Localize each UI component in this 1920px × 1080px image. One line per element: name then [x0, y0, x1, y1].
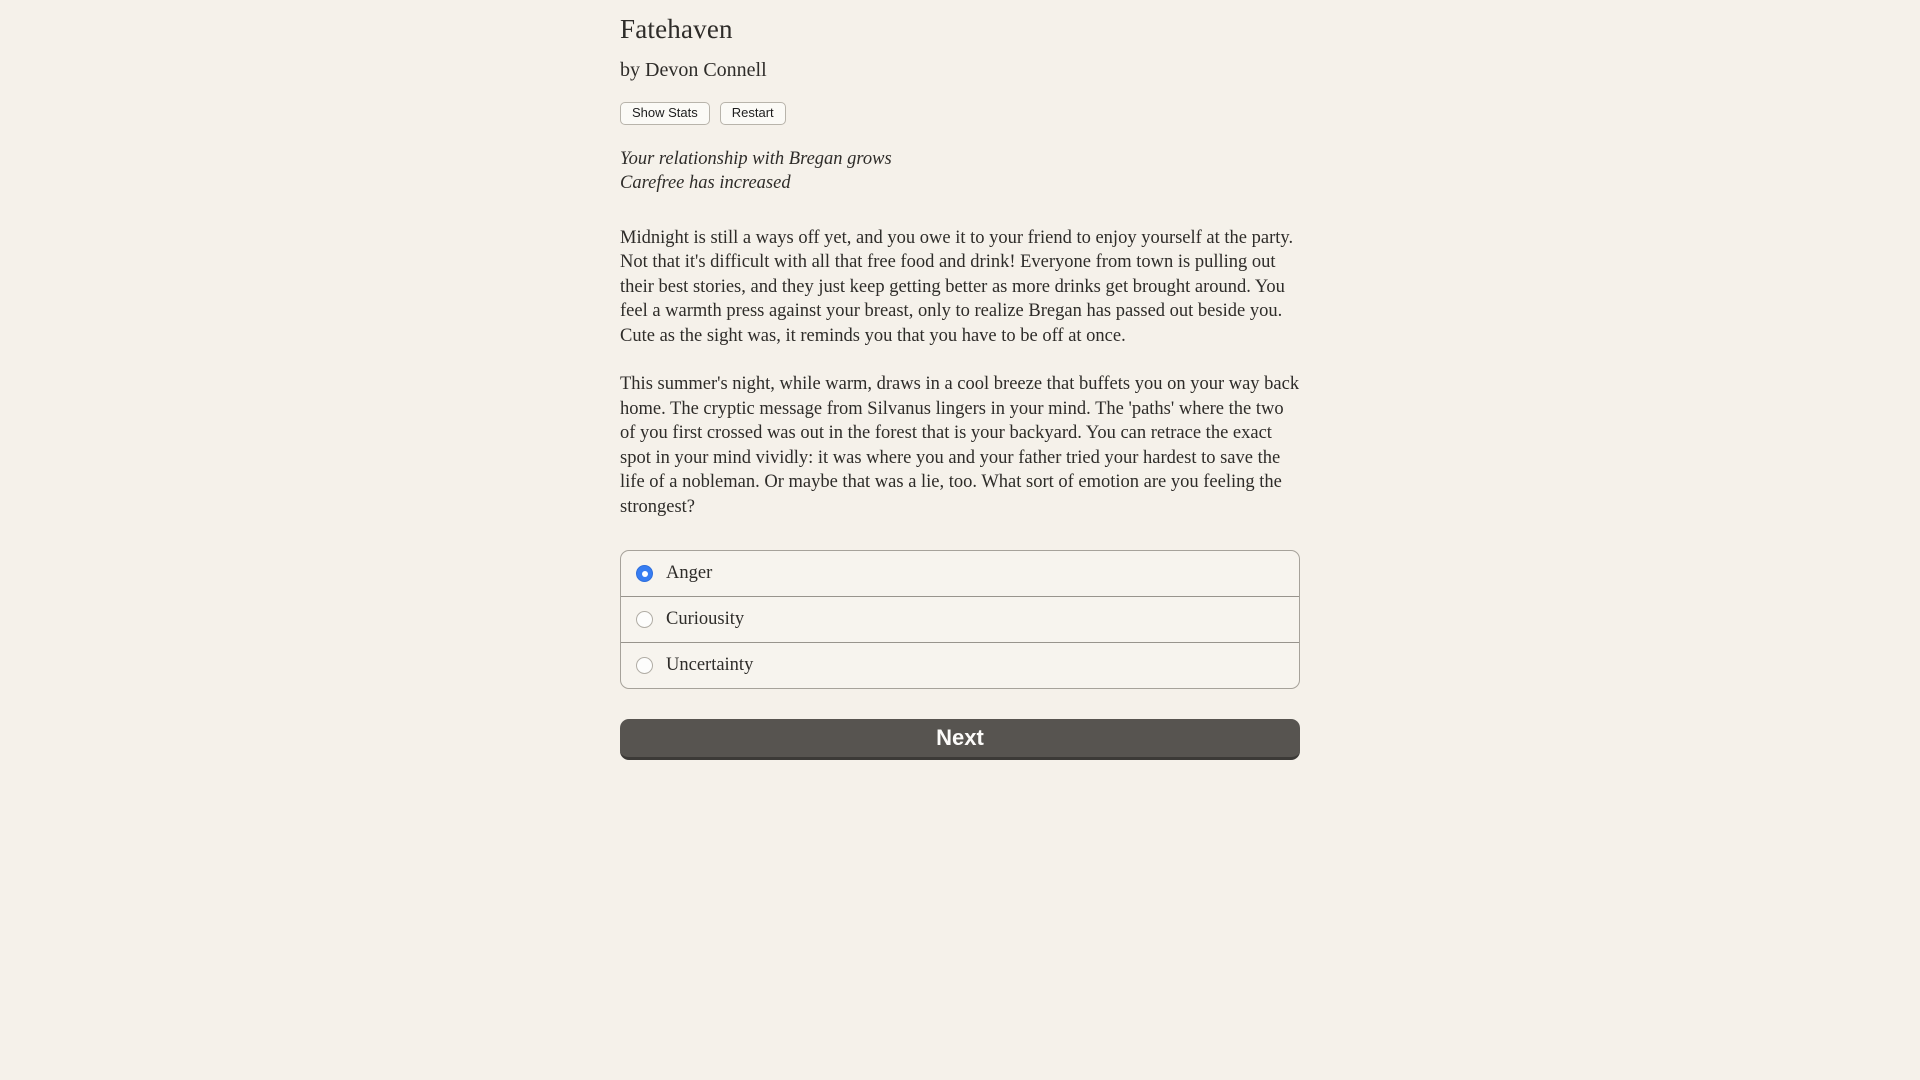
next-button[interactable]: Next [620, 719, 1300, 760]
game-page [620, 0, 1300, 760]
choice-label: Uncertainty [666, 655, 754, 676]
stat-update-line: Your relationship with Bregan grows [620, 148, 892, 169]
choice-label: Anger [666, 563, 713, 584]
choice-row-curiousity[interactable] [621, 596, 1299, 642]
stat-updates [620, 147, 1300, 196]
story-paragraph: Midnight is still a ways off yet, and you owe it to your friend to enjoy yourself at the party. Not that it's difficult with all that free food and drink! Everyone from town is pulling out their best stories, and they just keep getting better as more drinks get brought around. You feel a warmth press against your breast, only to realize Bregan has passed out beside you. Cute as the sight was, it reminds you that you have to be off at once. [620, 227, 1294, 346]
game-author: by Devon Connell [620, 59, 767, 81]
choice-row-uncertainty[interactable] [621, 642, 1299, 688]
story-paragraph: This summer's night, while warm, draws in a cool breeze that buffets you on your way back home. The cryptic message from Silvanus lingers in your mind. The 'paths' where the two of you first crossed was out in the forest that is your backyard. You can retrace the exact spot in your mind vividly: it was where you and your father tried your hardest to save the life of a nobleman. Or maybe that was a lie, too. What sort of emotion are you feeling the strongest? [620, 374, 1300, 517]
choice-row-anger[interactable] [621, 551, 1299, 596]
toolbar [620, 102, 1300, 125]
choice-label: Curiousity [666, 609, 745, 630]
game-title: Fatehaven [620, 14, 733, 44]
show-stats-button[interactable]: Show Stats [620, 102, 710, 125]
radio-unselected-icon[interactable] [636, 657, 653, 674]
choice-list [620, 550, 1300, 689]
radio-unselected-icon[interactable] [636, 611, 653, 628]
radio-selected-icon[interactable] [636, 565, 653, 582]
restart-button[interactable]: Restart [720, 102, 786, 125]
stat-update-line: Carefree has increased [620, 173, 791, 194]
